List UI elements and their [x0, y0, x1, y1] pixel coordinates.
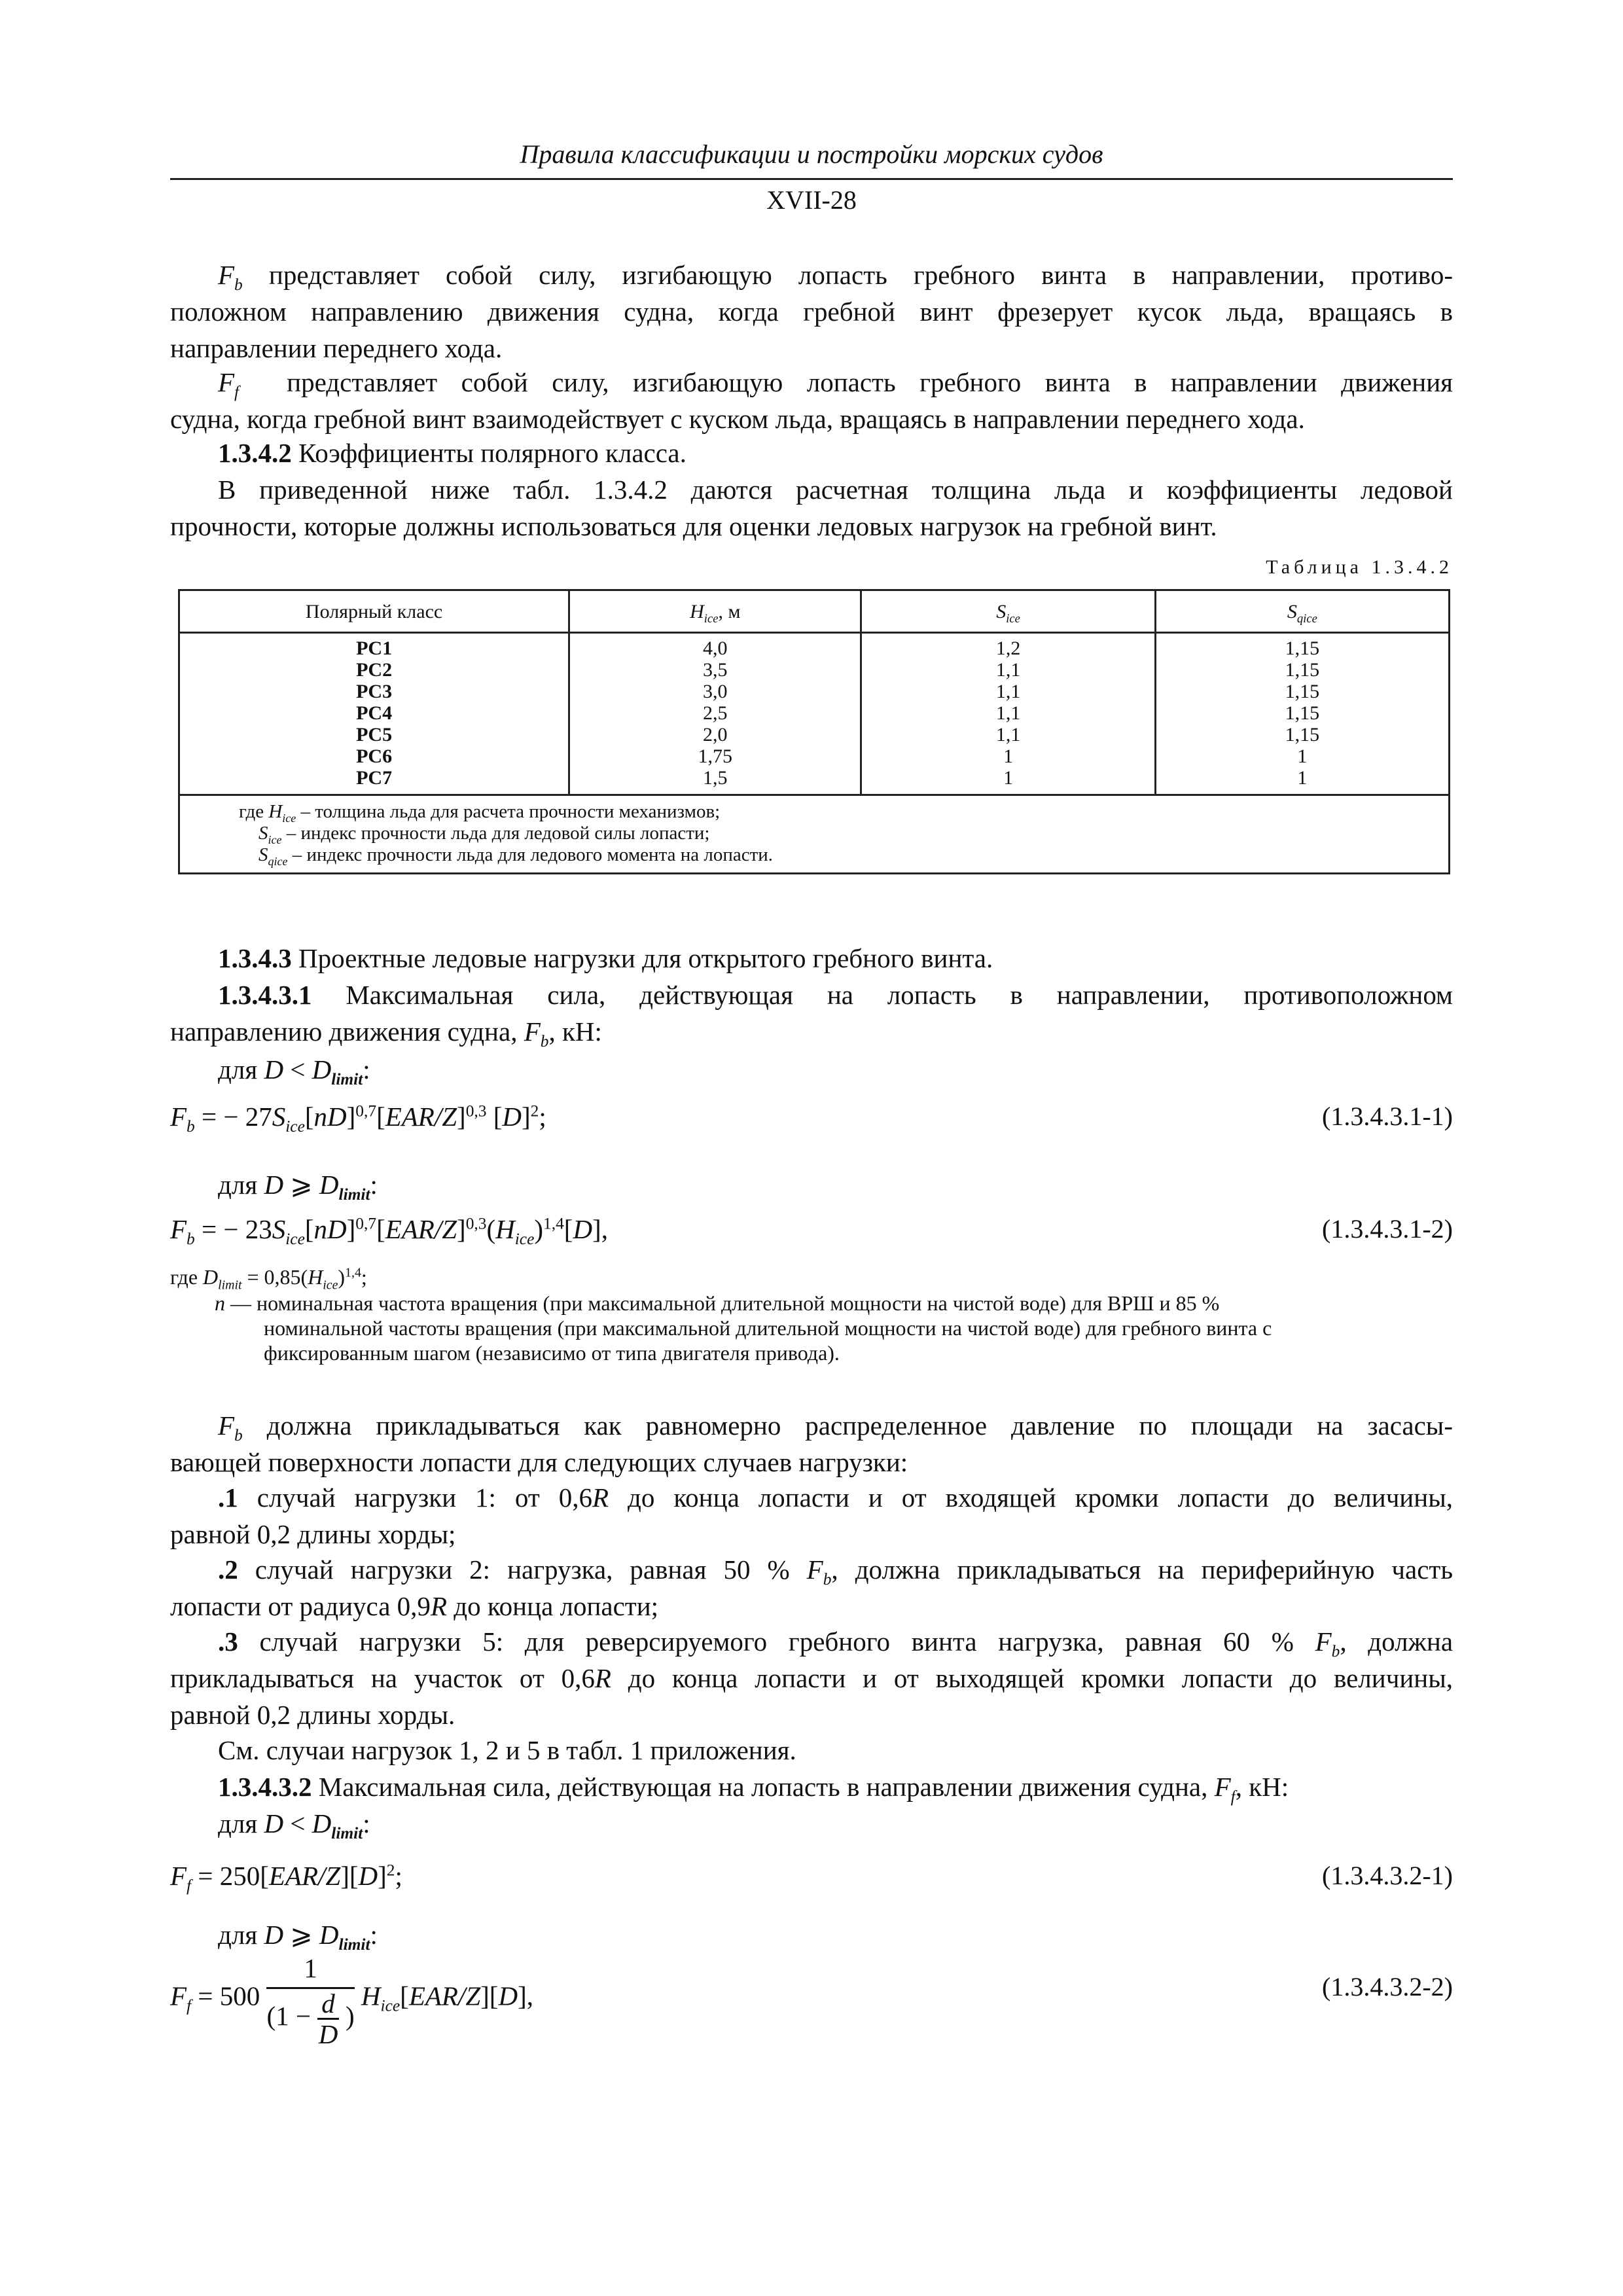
table-cell: 2,0 [703, 724, 728, 745]
table-cell: PC6 [356, 745, 393, 767]
formula-13432-2: $F_f = 500$ 1 (1 − $\frac{d}{D}$ ) $H_{ice}[EAR/Z][D]$, [170, 1949, 533, 2049]
header-polar-class: Полярный класс [179, 590, 569, 633]
header-hice: $H_{ice}$, м [569, 590, 861, 633]
col-polar-class [179, 633, 569, 795]
paragraph-fb-definition: $F_b$ представляет собой силу, изгибающую лопасть гребного винта в направлении, противо- положном направлению движения судна, когда гребной винт фрезерует кусок льда, вращаясь в направлении переднего хода. [170, 260, 1454, 363]
formula-13431-1: $F_b$ = − $27S_{ice}[nD]^{0,7}[EAR/Z]^{0,3}$ $[D]^2$; [170, 1102, 546, 1136]
col-sice [861, 633, 1155, 795]
table-cell: 1 [1297, 745, 1308, 767]
see-load-cases: См. случаи нагрузок 1, 2 и 5 в табл. 1 приложения. [218, 1735, 796, 1765]
section-1342-heading: 1.3.4.2 Коэффициенты полярного класса. [218, 438, 687, 468]
section-13431-paragraph: 1.3.4.3.1 Максимальная сила, действующая на лопасть в направлении, противоположном направлению движения судна, $F_b$, кН: [170, 980, 1453, 1051]
where-dlimit: где $D_{limit} = 0,85(H_{ice})^{1,4}$; [170, 1265, 367, 1293]
table-cell: 1,15 [1285, 659, 1320, 681]
section-1342-paragraph: В приведенной ниже табл. 1.3.4.2 даются расчетная толщина льда и коэффициенты ледовой прочности, которые должны использоваться для оценки ледовых нагрузок на гребной винт. [170, 475, 1453, 541]
table-cell: 1,15 [1285, 637, 1320, 659]
table-header-row [179, 590, 1450, 633]
table-cell: 3,0 [703, 681, 728, 702]
table-cell: PC4 [356, 702, 393, 724]
table-cell: PC1 [356, 637, 393, 659]
equation-number: (1.3.4.3.1-2) [1322, 1214, 1453, 1244]
header-sice: $S_{ice}$ [861, 590, 1155, 633]
note-sqice: $S_{qice}$ – индекс прочности льда для ледового момента на лопасти. [259, 844, 774, 868]
table-cell: PC5 [356, 724, 393, 745]
header-rule [170, 178, 1453, 180]
header-sqice: $S_{qice}$ [1155, 590, 1449, 633]
table-cell: 4,0 [703, 637, 728, 659]
table-cell: 1,15 [1285, 724, 1320, 745]
table-cell: 1,1 [995, 702, 1021, 724]
table-cell: PC3 [356, 681, 393, 702]
condition-d-lt-dlimit-2: для $D < D_{limit}$: [218, 1808, 370, 1843]
table-cell: PC2 [356, 659, 393, 681]
table-notes [179, 795, 1450, 874]
section-13432-paragraph: 1.3.4.3.2 Максимальная сила, действующая на лопасть в направлении движения судна, $F_f$, кН: [218, 1772, 1289, 1806]
col-hice [569, 633, 861, 795]
table-body-row [179, 633, 1450, 795]
table-cell: 1,15 [1285, 702, 1320, 724]
table-cell: PC7 [356, 767, 393, 789]
table-cell: 1,5 [703, 767, 728, 789]
paragraph-ff-definition: $F_f$ представляет собой силу, изгибающую лопасть гребного винта в направлении движения судна, когда гребной винт взаимодействует с куском льда, вращаясь в направлении переднего хода. [170, 367, 1453, 434]
table-cell: 3,5 [703, 659, 728, 681]
col-sqice [1155, 633, 1449, 795]
table-cell: 1,1 [995, 681, 1021, 702]
load-case-1: .1 случай нагрузки 1: от 0,6R до конца лопасти и от входящей кромки лопасти до величины, равной 0,2 длины хорды; [170, 1482, 1453, 1549]
load-case-2: .2 случай нагрузки 2: нагрузка, равная 50 % $F_b$, должна прикладываться на периферийную часть лопасти от радиуса 0,9R до конца лопасти; [170, 1554, 1454, 1621]
running-header-title: Правила классификации и постройки морских судов [520, 139, 1103, 169]
table-cell: 1,75 [698, 745, 733, 767]
table-cell: 1,15 [1285, 681, 1320, 702]
condition-d-lt-dlimit-1: для $D < D_{limit}$: [218, 1054, 370, 1089]
table-cell: 1 [1003, 767, 1014, 789]
condition-d-ge-dlimit-1: для D ⩾ $D_{limit}$: [218, 1170, 378, 1204]
table-cell: 1,2 [995, 637, 1021, 659]
fraction: 1 (1 − $\frac{d}{D}$ ) [266, 1949, 354, 2049]
formula-13431-2: $F_b$ = − $23S_{ice}[nD]^{0,7}[EAR/Z]^{0,3}(H_{ice})^{1,4}[D]$, [170, 1214, 608, 1249]
equation-number: (1.3.4.3.1-1) [1322, 1102, 1453, 1131]
paragraph-fb-distribution: $F_b$ должна прикладываться как равномерно распределенное давление по площади на засасы- вающей поверхности лопасти для следующих случаев нагрузки: [170, 1410, 1454, 1477]
load-case-3: .3 случай нагрузки 5: для реверсируемого гребного винта нагрузка, равная 60 % $F_b$, должна прикладываться на участок от 0,6R до конца лопасти и от выходящей кромки лопасти до величины, равной 0,2 длины хорды. [170, 1626, 1454, 1730]
equation-number: (1.3.4.3.2-2) [1322, 1972, 1453, 2001]
table-cell: 2,5 [703, 702, 728, 724]
condition-d-ge-dlimit-2: для D ⩾ $D_{limit}$: [218, 1920, 378, 1954]
table-cell: 1 [1297, 767, 1308, 789]
where-n-definition: n — номинальная частота вращения (при максимальной длительной мощности на чистой воде) для ВРШ и 85 % номинальной частоты вращения (при максимальной длительной мощности на чистой воде) для гребного винта с фиксированным шагом (независимо от типа двигателя привода). [215, 1291, 1272, 1365]
table-notes-row [179, 795, 1450, 874]
section-1343-heading: 1.3.4.3 Проектные ледовые нагрузки для открытого гребного винта. [218, 943, 993, 973]
table-caption: Таблица 1.3.4.2 [1266, 556, 1453, 578]
page-number: XVII-28 [766, 185, 857, 215]
note-hice: где $H_{ice}$ – толщина льда для расчета прочности механизмов; [239, 801, 721, 825]
polar-class-table [178, 589, 1450, 874]
table-cell: 1 [1003, 745, 1014, 767]
note-sice: $S_{ice}$ – индекс прочности льда для ледовой силы лопасти; [259, 823, 710, 846]
equation-number: (1.3.4.3.2-1) [1322, 1861, 1453, 1890]
table-cell: 1,1 [995, 724, 1021, 745]
table-cell: 1,1 [995, 659, 1021, 681]
formula-13432-1: $F_f = 250[EAR/Z][D]^2$; [170, 1861, 402, 1895]
